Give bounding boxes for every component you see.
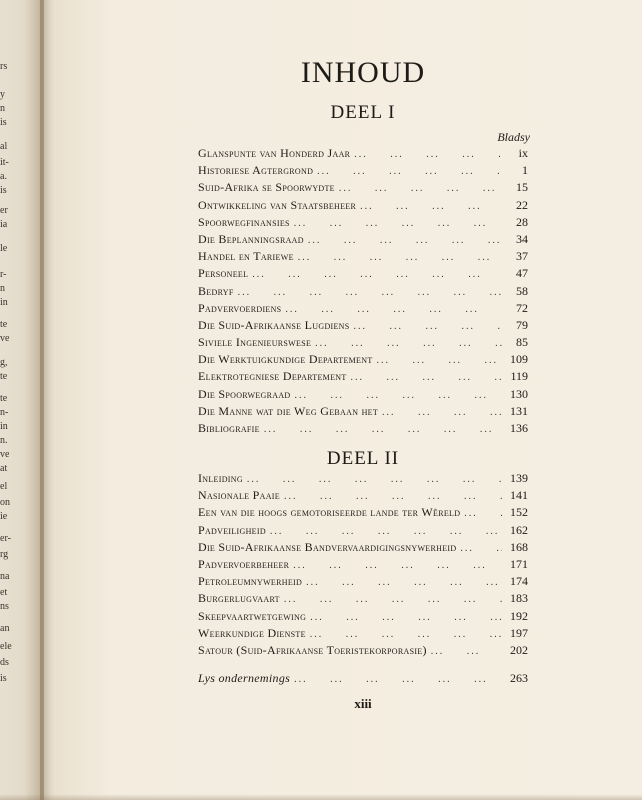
toc-entry[interactable]: [198, 421, 528, 438]
toc-entry-page: 109: [510, 352, 528, 367]
toc-entry-page: 263: [510, 671, 528, 685]
toc-entry-page: 34: [516, 231, 528, 246]
toc-entry-page: 174: [510, 574, 528, 589]
toc-entry-page: 1: [522, 163, 528, 178]
facing-page-fragment: ele: [0, 641, 12, 652]
toc-entry-title: Suid-Afrika se Spoorwydte: [198, 180, 335, 195]
facing-page-fragment: is: [0, 117, 7, 128]
facing-page-fragment: is: [0, 673, 7, 684]
toc-entry-title: Padveiligheid: [198, 522, 266, 537]
dot-leader: [460, 543, 502, 554]
toc-entry-page: 85: [516, 335, 528, 350]
toc-entry-title: Personeel: [198, 266, 249, 281]
toc-entry[interactable]: [198, 471, 528, 488]
toc-entry-title: Die Beplanningsraad: [198, 231, 304, 246]
facing-page-fragment: rg: [0, 549, 9, 560]
dot-leader: [293, 560, 502, 571]
toc-entry-page: 28: [516, 214, 528, 229]
toc-entry[interactable]: [198, 215, 528, 232]
dot-leader: [284, 491, 502, 502]
toc-entry[interactable]: [198, 180, 528, 197]
dot-leader: [310, 629, 502, 640]
dot-leader: [360, 201, 502, 212]
toc-entry-title: Weerkundige Dienste: [198, 625, 306, 640]
toc-entry[interactable]: [198, 301, 528, 318]
facing-page-fragment: n.: [0, 435, 8, 446]
facing-page-fragment: rs: [0, 61, 8, 72]
page-title: INHOUD: [300, 56, 426, 90]
dot-leader: [317, 166, 502, 177]
toc-entry-page: 171: [510, 556, 528, 571]
facing-page-fragment: ds: [0, 657, 9, 668]
facing-page-fragment: r-: [0, 269, 7, 280]
toc-entry[interactable]: [198, 574, 528, 591]
dot-leader: [382, 407, 502, 418]
facing-page-fragment: g,: [0, 357, 8, 368]
toc-entry-title: Inleiding: [198, 471, 243, 485]
facing-page-fragment: na: [0, 571, 10, 582]
facing-page-fragment: te: [0, 319, 8, 330]
toc-entry[interactable]: [198, 671, 528, 688]
toc-entry[interactable]: [198, 163, 528, 180]
page-bottom-edge: [0, 794, 642, 800]
toc-entry-page: 15: [516, 180, 528, 195]
toc-entry-page: 130: [510, 386, 528, 401]
gutter-shadow: [40, 0, 54, 800]
toc-entry-page: 72: [516, 300, 528, 315]
dot-leader: [284, 594, 502, 605]
toc-entry-title: Petroleumnywerheid: [198, 574, 303, 589]
toc-entry-page: 141: [510, 488, 528, 503]
toc-entry[interactable]: [198, 249, 528, 266]
toc-entry-page: 79: [516, 317, 528, 332]
toc-entry[interactable]: [198, 540, 528, 557]
dot-leader: [270, 526, 502, 537]
toc-entry[interactable]: [198, 643, 528, 660]
toc-entry-page: 22: [516, 197, 528, 212]
toc-entry-title: Die Suid-Afrikaanse Bandvervaardigingsnywerheid: [198, 539, 457, 554]
dot-leader: [238, 287, 502, 298]
toc-entry-page: 37: [516, 249, 528, 264]
facing-page-fragment: al: [0, 141, 8, 152]
dot-leader: [310, 612, 502, 623]
facing-page-text-fragments: [0, 0, 20, 800]
toc-entry[interactable]: [198, 335, 528, 352]
toc-entry-title: Satour (Suid-Afrikaanse Toeristekorporasie): [198, 642, 427, 657]
dot-leader: [354, 321, 502, 332]
facing-page-fragment: er-: [0, 533, 11, 544]
toc-entry[interactable]: [198, 609, 528, 626]
toc-entry-page: 152: [510, 505, 528, 520]
toc-part-1: [198, 146, 528, 438]
toc-entry-page: 183: [510, 591, 528, 606]
dot-leader: [464, 508, 502, 519]
dot-leader: [306, 577, 502, 588]
toc-entry[interactable]: [198, 505, 528, 522]
facing-page-fragment: n: [0, 103, 5, 114]
toc-entry-title: Siviele Ingenieurswese: [198, 335, 312, 350]
toc-entry-title: Spoorwegfinansies: [198, 214, 290, 229]
toc-entry[interactable]: [198, 626, 528, 643]
facing-page-fragment: ns: [0, 601, 9, 612]
facing-page-fragment: er: [0, 205, 8, 216]
toc-entry-page: 139: [510, 471, 528, 485]
toc-entry[interactable]: [198, 352, 528, 369]
toc-entry[interactable]: [198, 198, 528, 215]
part-heading-deel-ii: DEEL II: [326, 448, 400, 469]
toc-entry-title: Burgerlugvaart: [198, 591, 280, 606]
dot-leader: [247, 474, 502, 485]
toc-entry-title: Ontwikkeling van Staatsbeheer: [198, 197, 357, 212]
dot-leader: [264, 424, 502, 435]
facing-page-fragment: ve: [0, 449, 10, 460]
toc-entry-title: Handel en Tariewe: [198, 249, 294, 264]
toc-closing: [198, 671, 528, 688]
toc-entry-page: ix: [518, 146, 528, 160]
toc-entry[interactable]: [198, 369, 528, 386]
toc-entry-title: Elektrotegniese Departement: [198, 369, 347, 384]
toc-entry[interactable]: [198, 266, 528, 283]
facing-page-fragment: ie: [0, 511, 8, 522]
facing-page-fragment: at: [0, 463, 8, 474]
toc-entry-page: 197: [510, 625, 528, 640]
toc-entry-page: 192: [510, 608, 528, 623]
dot-leader: [285, 304, 502, 315]
facing-page-fragment: ve: [0, 333, 10, 344]
toc-entry-page: 202: [510, 642, 528, 657]
dot-leader: [294, 674, 502, 685]
facing-page-fragment: an: [0, 623, 10, 634]
toc-entry[interactable]: [198, 232, 528, 249]
facing-page-fragment: in: [0, 421, 8, 432]
facing-page-fragment: y: [0, 89, 5, 100]
toc-entry[interactable]: [198, 387, 528, 404]
toc-entry-title: Die Manne wat die Weg Gebaan het: [198, 403, 379, 418]
toc-entry-title: Lys ondernemings: [198, 671, 291, 685]
toc-entry[interactable]: [198, 557, 528, 574]
dot-leader: [294, 218, 502, 229]
toc-entry-page: 47: [516, 266, 528, 281]
facing-page-fragment: te: [0, 371, 8, 382]
toc-entry[interactable]: [198, 591, 528, 608]
toc-entry-title: Skeepvaartwetgewing: [198, 608, 307, 623]
toc-entry-title: Bibliografie: [198, 421, 260, 435]
dot-leader: [431, 646, 502, 657]
toc-entry-title: Die Suid-Afrikaanse Lugdiens: [198, 317, 350, 332]
toc-entry[interactable]: [198, 488, 528, 505]
toc-entry-page: 136: [510, 421, 528, 435]
toc-part-2: [198, 471, 528, 660]
toc-entry-title: Een van die hoogs gemotoriseerde lande ter Wêreld: [198, 505, 461, 520]
facing-page-fragment: el: [0, 481, 8, 492]
toc-entry[interactable]: [198, 146, 528, 163]
toc-entry[interactable]: [198, 318, 528, 335]
toc-entry-title: Padvervoerdiens: [198, 300, 282, 315]
toc-entry-title: Die Werktuigkundige Departement: [198, 352, 373, 367]
dot-leader: [354, 149, 502, 160]
toc-entry-page: 131: [510, 403, 528, 418]
facing-page-fragment: et: [0, 587, 8, 598]
toc-entry[interactable]: [198, 523, 528, 540]
toc-entry-title: Historiese Agtergrond: [198, 163, 314, 178]
dot-leader: [315, 338, 502, 349]
dot-leader: [294, 390, 502, 401]
facing-page-fragment: n: [0, 283, 5, 294]
toc-entry-title: Glanspunte van Honderd Jaar: [198, 146, 351, 160]
facing-page-fragment: te: [0, 393, 8, 404]
facing-page-fragment: on: [0, 497, 10, 508]
toc-entry-page: 162: [510, 522, 528, 537]
toc-entry[interactable]: [198, 284, 528, 301]
toc-entry-page: 58: [516, 283, 528, 298]
dot-leader: [252, 269, 502, 280]
facing-page-fragment: is: [0, 185, 7, 196]
toc-entry-title: Die Spoorwegraad: [198, 386, 291, 401]
facing-page-fragment: n-: [0, 407, 9, 418]
dot-leader: [351, 372, 502, 383]
toc-entry-title: Bedryf: [198, 283, 234, 298]
dot-leader: [298, 252, 502, 263]
facing-page-fragment: le: [0, 243, 8, 254]
toc-entry-title: Padvervoerbeheer: [198, 556, 290, 571]
part-heading-deel-i: DEEL I: [330, 102, 396, 123]
facing-page-fragment: ia: [0, 219, 8, 230]
dot-leader: [377, 355, 502, 366]
page-column-label: Bladsy: [497, 130, 530, 144]
toc-entry[interactable]: [198, 404, 528, 421]
facing-page-fragment: it-: [0, 157, 9, 168]
toc-entry-page: 168: [510, 539, 528, 554]
dot-leader: [339, 183, 502, 194]
facing-page-fragment: a.: [0, 171, 7, 182]
dot-leader: [308, 235, 502, 246]
toc-entry-title: Nasionale Paaie: [198, 488, 280, 503]
page-number: xiii: [354, 696, 372, 711]
facing-page-fragment: in: [0, 297, 8, 308]
toc-entry-page: 119: [510, 369, 528, 384]
